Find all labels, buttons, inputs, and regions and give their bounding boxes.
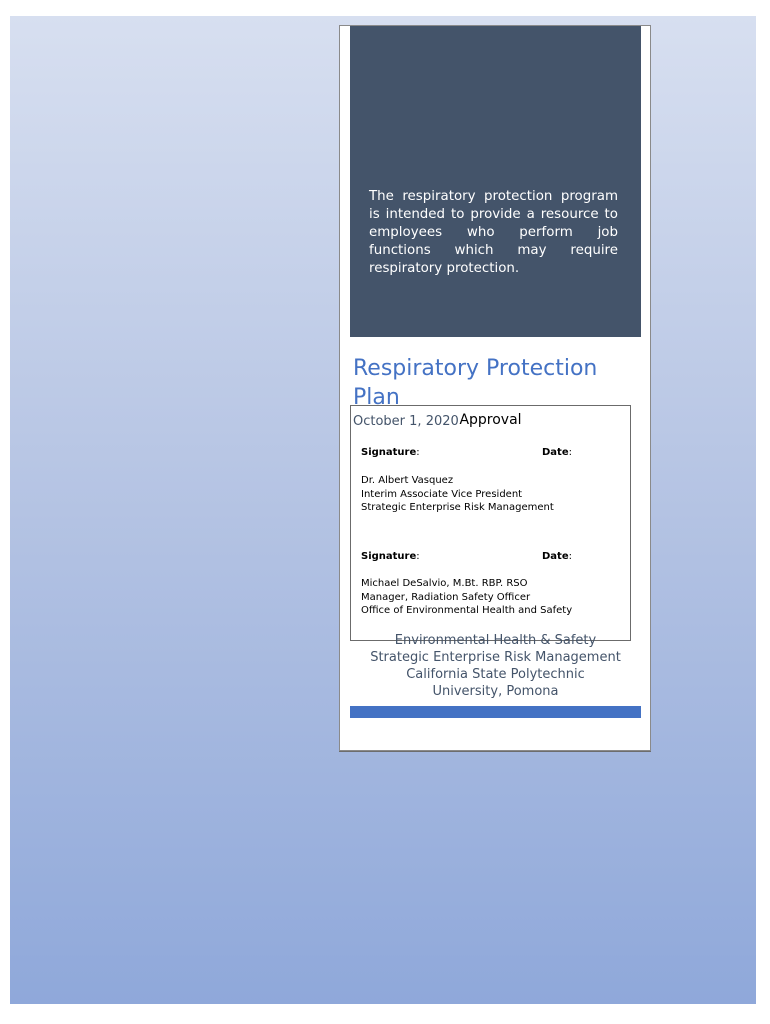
signer-title-1: Interim Associate Vice President — [361, 488, 523, 500]
signer-department-2: Office of Environmental Health and Safety — [361, 605, 573, 616]
footer-line: University, Pomona — [432, 684, 559, 699]
signature-label-1: Signature: — [361, 447, 420, 458]
footer-line: Environmental Health & Safety — [394, 633, 597, 648]
date-label-2: Date: — [542, 551, 572, 562]
organization-footer — [350, 632, 641, 700]
summary-text: The respiratory protection program is intended to provide a resource to employees who perform job functions which may require respiratory protection. — [369, 189, 618, 276]
signer-name-2: Michael DeSalvio, M.Bt. RBP. RSO — [361, 578, 528, 589]
signer-title-2: Manager, Radiation Safety Officer — [361, 591, 531, 603]
signer-block-2 — [361, 577, 626, 618]
summary-block — [350, 26, 641, 337]
signer-name-1: Dr. Albert Vasquez — [361, 475, 454, 486]
accent-bar — [350, 706, 641, 718]
signer-block-1 — [361, 474, 626, 515]
cover-sidebar-panel — [339, 25, 651, 751]
document-date: October 1, 2020 — [353, 414, 459, 429]
document-title: Respiratory Protection Plan — [353, 356, 598, 410]
footer-line: Strategic Enterprise Risk Management — [370, 650, 621, 665]
approval-box — [350, 405, 631, 641]
date-label-1: Date: — [542, 447, 572, 458]
approval-heading: Approval — [459, 412, 522, 428]
signature-label-2: Signature: — [361, 551, 420, 562]
footer-line: California State Polytechnic — [406, 667, 585, 682]
signer-department-1: Strategic Enterprise Risk Management — [361, 502, 554, 513]
